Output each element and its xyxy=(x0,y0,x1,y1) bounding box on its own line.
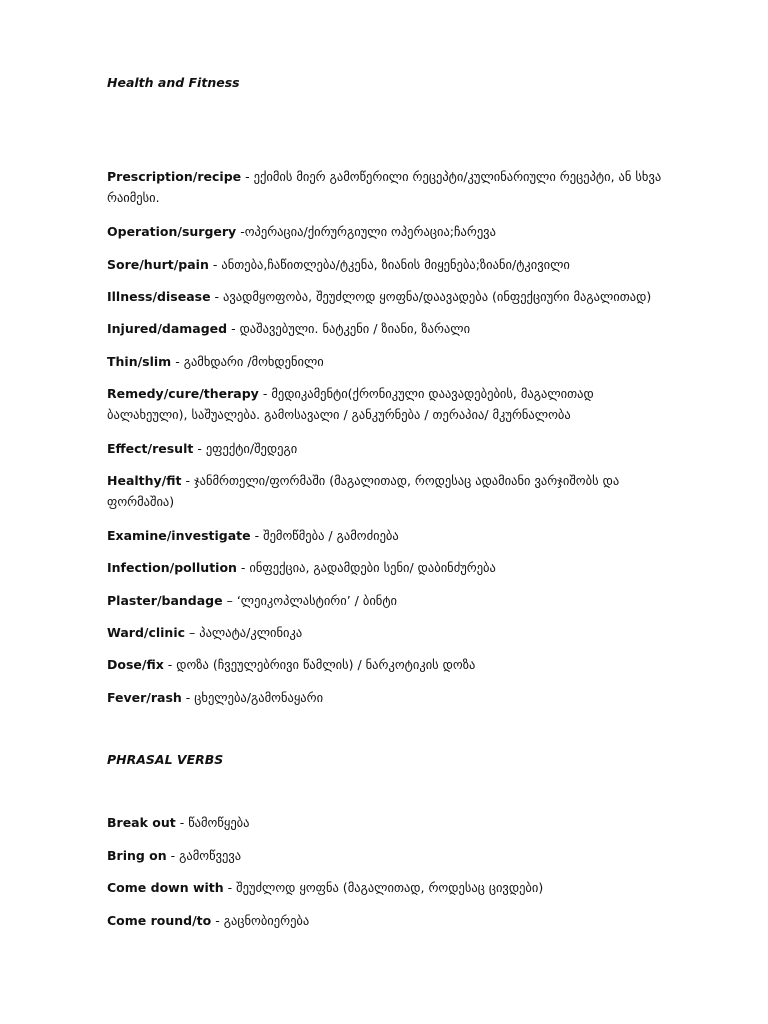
vocab-separator: - xyxy=(250,528,264,543)
vocab-entry xyxy=(107,687,667,708)
vocab-definition: შეუძლოდ ყოფნა (მაგალითად, როდესაც ცივდები) xyxy=(236,880,544,895)
vocab-term: Effect/result xyxy=(107,441,194,456)
vocab-definition: ეფექტი/შედეგი xyxy=(205,441,298,456)
vocab-definition: გამოწვევა xyxy=(179,848,242,863)
vocab-entry xyxy=(107,254,667,275)
vocab-definition: ‘ლეიკოპლასტირი’ / ბინტი xyxy=(236,593,397,608)
vocab-definition: ექიმის მიერ გამოწერილი რეცეპტი/კულინარიული რეცეპტი, ან სხვა რაიმესი. xyxy=(107,169,662,205)
vocab-definition: დოზა (ჩვეულებრივი წამლის) / ნარკოტიკის დოზა xyxy=(176,657,476,672)
section-title-phrasal-verbs: PHRASAL VERBS xyxy=(107,752,224,767)
vocab-separator: - xyxy=(258,386,272,401)
vocab-definition: ჯანმრთელი/ფორმაში (მაგალითად, როდესაც ადამიანი ვარჯიშობს და ფორმაშია) xyxy=(107,473,620,509)
vocab-definition: გაცნობიერება xyxy=(223,913,310,928)
vocab-separator: - xyxy=(163,657,177,672)
vocab-entry xyxy=(107,910,667,931)
vocab-entry xyxy=(107,525,667,546)
section-title-health: Health and Fitness xyxy=(107,75,240,90)
vocab-separator: - xyxy=(181,473,194,488)
vocab-entry xyxy=(107,590,667,611)
vocab-definition: ინფექცია, გადამდები სენი/ დაბინძურება xyxy=(249,560,496,575)
vocab-separator: - xyxy=(223,880,237,895)
vocab-entry xyxy=(107,286,667,307)
vocab-entry xyxy=(107,383,667,425)
vocab-separator: - xyxy=(211,913,224,928)
vocab-entry xyxy=(107,812,667,833)
vocab-term: Operation/surgery xyxy=(107,224,237,239)
vocab-separator: - xyxy=(241,169,254,184)
vocab-term: Sore/hurt/pain xyxy=(107,257,209,272)
vocab-entry xyxy=(107,622,667,643)
vocab-entry xyxy=(107,318,667,339)
vocab-term: Plaster/bandage xyxy=(107,593,223,608)
vocab-separator: - xyxy=(208,257,222,272)
vocab-entry xyxy=(107,166,667,208)
vocab-term: Injured/damaged xyxy=(107,321,228,336)
vocab-separator: – xyxy=(185,625,200,640)
vocab-entry xyxy=(107,221,667,242)
vocab-definition: ოპერაცია/ქირურგიული ოპერაცია;ჩარევა xyxy=(244,224,496,239)
vocab-term: Come down with xyxy=(107,880,224,895)
vocab-separator: – xyxy=(222,593,237,608)
vocab-definition: პალატა/კლინიკა xyxy=(199,625,303,640)
vocab-term: Break out xyxy=(107,815,176,830)
vocab-entry xyxy=(107,351,667,372)
vocab-separator: - xyxy=(236,224,245,239)
vocab-term: Remedy/cure/therapy xyxy=(107,386,259,401)
vocab-separator: - xyxy=(210,289,224,304)
vocab-term: Come round/to xyxy=(107,913,212,928)
vocab-separator: - xyxy=(171,354,184,369)
vocab-definition: შემოწმება / გამოძიება xyxy=(263,528,399,543)
vocab-term: Infection/pollution xyxy=(107,560,237,575)
vocab-term: Bring on xyxy=(107,848,167,863)
vocab-definition: ავადმყოფობა, შეუძლოდ ყოფნა/დაავადება (ინფექციური მაგალითად) xyxy=(223,289,652,304)
vocab-term: Prescription/recipe xyxy=(107,169,242,184)
vocab-definition: წამოწყება xyxy=(188,815,250,830)
vocab-term: Fever/rash xyxy=(107,690,182,705)
vocab-term: Dose/fix xyxy=(107,657,164,672)
vocab-entry xyxy=(107,877,667,898)
vocab-separator: - xyxy=(227,321,240,336)
vocab-definition: დაშავებული. ნატკენი / ზიანი, ზარალი xyxy=(239,321,471,336)
vocab-term: Examine/investigate xyxy=(107,528,251,543)
vocab-separator: - xyxy=(236,560,250,575)
vocab-term: Ward/clinic xyxy=(107,625,186,640)
vocab-separator: - xyxy=(181,690,195,705)
vocab-entry xyxy=(107,845,667,866)
vocab-entry xyxy=(107,557,667,578)
vocab-definition: გამხდარი /მოხდენილი xyxy=(183,354,324,369)
vocab-entry xyxy=(107,654,667,675)
vocab-definition: მედიკამენტი(ქრონიკული დაავადებების, მაგალითად ბალახეული), საშუალება. გამოსავალი / განკურნება / თერაპია/ მკურნალობა xyxy=(107,386,594,422)
vocab-entry xyxy=(107,470,667,512)
vocab-separator: - xyxy=(166,848,180,863)
vocab-separator: - xyxy=(175,815,189,830)
vocab-term: Thin/slim xyxy=(107,354,172,369)
vocab-term: Healthy/fit xyxy=(107,473,182,488)
vocab-separator: - xyxy=(193,441,206,456)
vocab-entry xyxy=(107,438,667,459)
vocab-definition: ანთება,ჩაწითლება/ტკენა, ზიანის მიყენება;ზიანი/ტკივილი xyxy=(221,257,570,272)
vocab-term: Illness/disease xyxy=(107,289,211,304)
vocab-definition: ცხელება/გამონაყარი xyxy=(194,690,324,705)
